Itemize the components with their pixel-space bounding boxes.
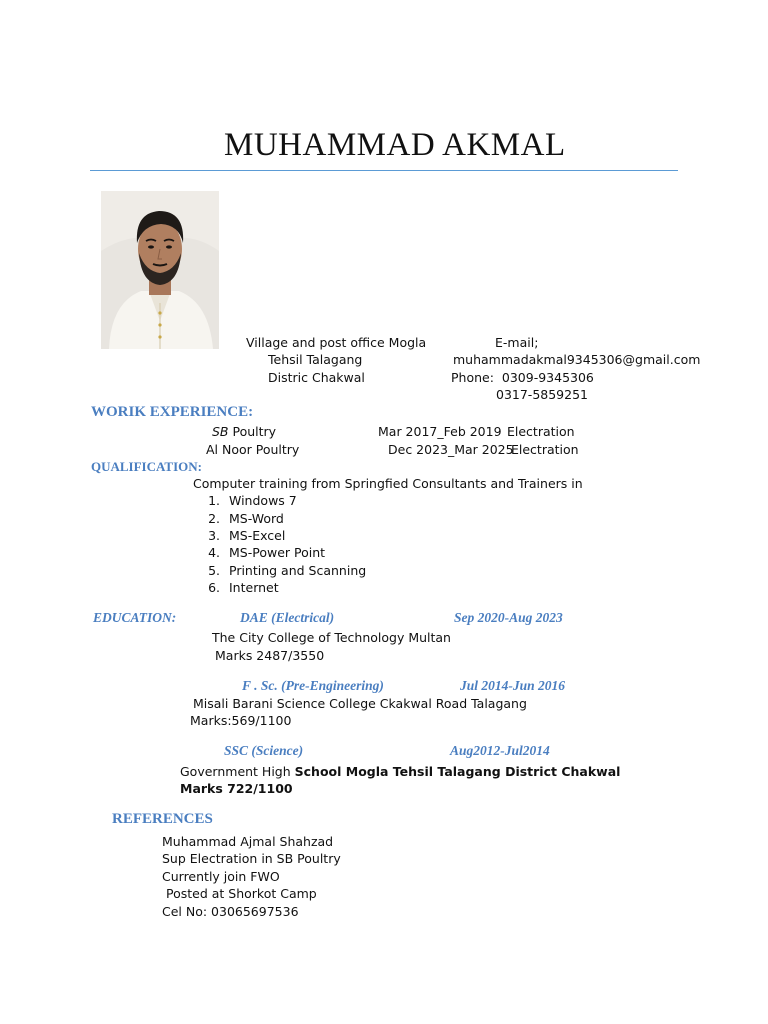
experience-company-1 bbox=[212, 424, 276, 439]
list-number: 3. bbox=[208, 528, 220, 543]
list-item bbox=[198, 511, 284, 526]
reference-line: Sup Electration in SB Poultry bbox=[162, 851, 341, 866]
list-item bbox=[198, 528, 285, 543]
experience-period-1: Mar 2017_Feb 2019 bbox=[378, 424, 502, 439]
list-text: Internet bbox=[229, 580, 279, 595]
experience-period-2: Dec 2023_Mar 2025 bbox=[388, 442, 514, 457]
list-text: MS-Word bbox=[229, 511, 284, 526]
education-heading: EDUCATION: bbox=[93, 610, 177, 625]
reference-line: Cel No: 03065697536 bbox=[162, 904, 299, 919]
address-line-2: Tehsil Talagang bbox=[268, 352, 363, 367]
email-label: E-mail; bbox=[495, 335, 539, 350]
experience-heading: WORIK EXPERIENCE: bbox=[91, 404, 254, 420]
experience-role-2: Electration bbox=[511, 442, 579, 457]
company-1-prefix: SB bbox=[212, 424, 229, 439]
dae-title: DAE (Electrical) bbox=[240, 610, 335, 625]
page-title: MUHAMMAD AKMAL bbox=[224, 127, 566, 163]
phone-label: Phone: bbox=[451, 370, 494, 385]
address-line-3: Distric Chakwal bbox=[268, 370, 365, 385]
dae-marks: Marks 2487/3550 bbox=[215, 648, 325, 663]
company-1-rest: Poultry bbox=[228, 424, 277, 439]
list-item bbox=[198, 493, 297, 508]
list-number: 5. bbox=[208, 563, 220, 578]
fsc-period: Jul 2014-Jun 2016 bbox=[460, 678, 566, 693]
phone-line bbox=[451, 370, 594, 385]
list-item bbox=[198, 563, 366, 578]
ssc-marks: Marks 722/1100 bbox=[180, 781, 293, 796]
list-number: 1. bbox=[208, 493, 220, 508]
experience-role-1: Electration bbox=[507, 424, 575, 439]
ssc-institute bbox=[180, 764, 620, 779]
title-divider bbox=[90, 170, 678, 171]
list-number: 4. bbox=[208, 545, 220, 560]
list-text: MS-Excel bbox=[229, 528, 286, 543]
list-text: Printing and Scanning bbox=[229, 563, 367, 578]
fsc-title: F . Sc. (Pre-Engineering) bbox=[242, 678, 384, 693]
experience-company-2: Al Noor Poultry bbox=[206, 442, 300, 457]
ssc-institute-prefix: Government High bbox=[180, 764, 295, 779]
dae-institute: The City College of Technology Multan bbox=[212, 630, 451, 645]
reference-line: Muhammad Ajmal Shahzad bbox=[162, 834, 334, 849]
qualification-intro: Computer training from Springfied Consultants and Trainers in bbox=[193, 476, 583, 491]
list-text: MS-Power Point bbox=[229, 545, 326, 560]
list-number: 6. bbox=[208, 580, 220, 595]
reference-line: Currently join FWO bbox=[162, 869, 280, 884]
fsc-marks: Marks:569/1100 bbox=[190, 713, 292, 728]
fsc-institute: Misali Barani Science College Ckakwal Road Talagang bbox=[193, 696, 527, 711]
list-text: Windows 7 bbox=[229, 493, 297, 508]
email-address: muhammadakmal9345306@gmail.com bbox=[453, 352, 701, 367]
references-heading: REFERENCES bbox=[112, 811, 213, 827]
phone-2: 0317-5859251 bbox=[496, 387, 588, 402]
list-number: 2. bbox=[208, 511, 220, 526]
phone-1: 0309-9345306 bbox=[501, 370, 594, 385]
reference-line: Posted at Shorkot Camp bbox=[162, 886, 317, 901]
address-line-1: Village and post office Mogla bbox=[246, 335, 427, 350]
dae-period: Sep 2020-Aug 2023 bbox=[454, 610, 563, 625]
list-item bbox=[198, 545, 325, 560]
qualification-heading: QUALIFICATION: bbox=[91, 459, 202, 474]
ssc-period: Aug2012-Jul2014 bbox=[450, 743, 550, 758]
profile-photo bbox=[101, 191, 219, 349]
ssc-institute-bold: School Mogla Tehsil Talagang District Chakwal bbox=[294, 764, 621, 779]
ssc-title: SSC (Science) bbox=[224, 743, 304, 758]
list-item bbox=[198, 580, 279, 595]
